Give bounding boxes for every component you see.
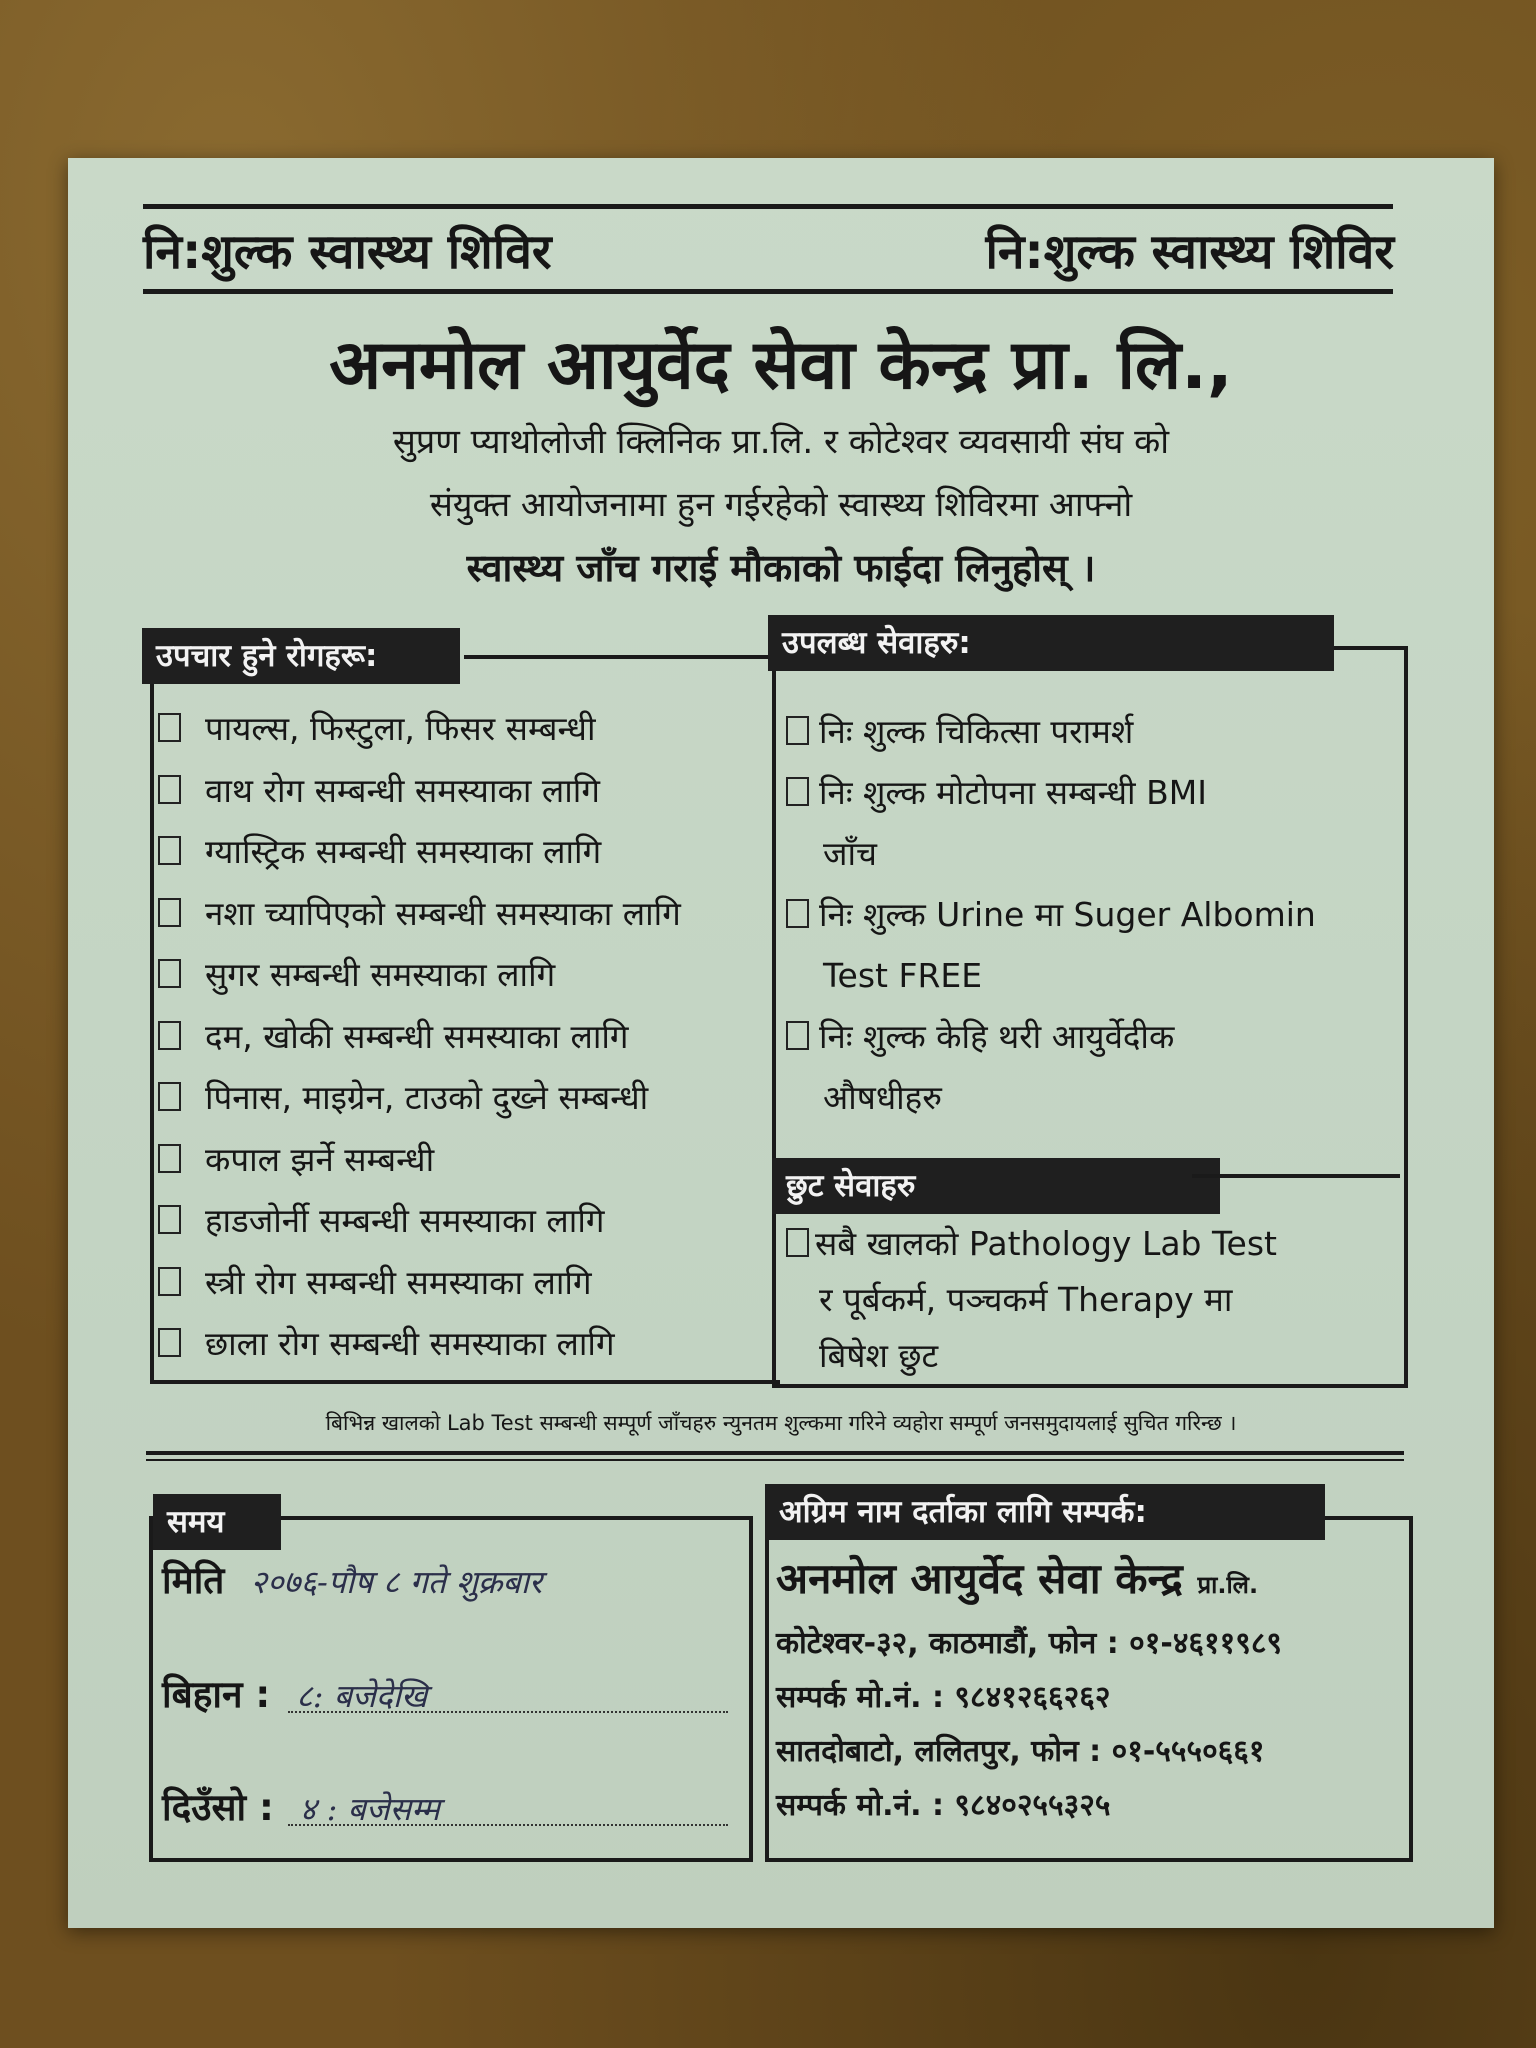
checkbox-icon [158, 898, 181, 927]
checkbox-icon [158, 713, 181, 742]
list-item: निः शुल्क Urine मा Suger Albomin Test FREE [786, 884, 1396, 1006]
list-item: छाला रोग सम्बन्धी समस्याका लागि [158, 1313, 798, 1375]
checkbox-icon [158, 1328, 181, 1357]
checkbox-icon [158, 1144, 181, 1173]
checkbox-icon [158, 836, 181, 865]
intro-line-3: स्वास्थ्य जाँच गराई मौकाको फाईदा लिनुहोस् । [466, 546, 1096, 590]
afternoon-dotted-line [288, 1824, 728, 1826]
morning-handwritten: ८: बजेदेखि [296, 1677, 428, 1715]
list-item: नशा च्यापिएको सम्बन्धी समस्याका लागि [158, 883, 798, 945]
notice-text: बिभिन्न खालको Lab Test सम्बन्धी सम्पूर्ण जाँचहरु न्युनतम शुल्कमा गरिने व्यहोरा सम्पूर्ण जनसमुदायलाई सुचित गरिन्छ । [325, 1411, 1237, 1435]
contact-address-1: कोटेश्वर-३२, काठमाडौं, फोन : ०१-४६११९८९ [776, 1626, 1283, 1661]
contact-mobile-1: सम्पर्क मो.नं. : ९८४१२६६२६२ [776, 1680, 1111, 1715]
discounts-list [786, 1216, 1396, 1384]
checkbox-icon [158, 1082, 181, 1111]
services-title: उपलब्ध सेवाहरु: [768, 615, 1334, 671]
checkbox-icon [786, 1021, 809, 1050]
afternoon-handwritten: ४ : बजेसम्म [299, 1790, 440, 1828]
list-item: ग्यास्ट्रिक सम्बन्धी समस्याका लागि [158, 821, 798, 883]
list-item: हाडजोर्नी सम्बन्धी समस्याका लागि [158, 1190, 798, 1252]
checkbox-icon [786, 777, 809, 806]
discounts-rule [1192, 1174, 1400, 1178]
afternoon-row [162, 1783, 440, 1834]
discount-line-2: र पूर्बकर्म, पञ्चकर्म Therapy मा [819, 1280, 1233, 1319]
health-camp-flyer [68, 158, 1494, 1928]
date-row [162, 1556, 542, 1607]
list-item: निः शुल्क केहि थरी आयुर्वेदीक औषधीहरु [786, 1006, 1396, 1128]
divider-rule-thin [146, 1459, 1404, 1461]
contact-address-2: सातदोबाटो, ललितपुर, फोन : ०१-५५५०६६१ [776, 1734, 1265, 1769]
discounts-title: छुट सेवाहरु [772, 1158, 1220, 1214]
camp-heading-right: नि:शुल्क स्वास्थ्य शिविर [985, 224, 1394, 280]
list-item: पायल्स, फिस्टुला, फिसर सम्बन्धी [158, 698, 798, 760]
checkbox-icon [158, 959, 181, 988]
checkbox-icon [786, 716, 809, 745]
intro-line-1: सुप्रण प्याथोलोजी क्लिनिक प्रा.लि. र कोटेश्वर व्यवसायी संघ को [392, 422, 1170, 462]
morning-label: बिहान : [162, 1673, 271, 1716]
time-title: समय [153, 1494, 281, 1550]
date-handwritten: २०७६-पौष ८ गते शुक्रबार [250, 1563, 543, 1601]
intro-line-2: संयुक्त आयोजनामा हुन गईरहेको स्वास्थ्य शिविरमा आफ्नो [429, 485, 1133, 525]
top-rule [143, 204, 1393, 209]
list-item: सुगर सम्बन्धी समस्याका लागि [158, 944, 798, 1006]
morning-row [162, 1670, 427, 1721]
header-rule [143, 289, 1393, 294]
checkbox-icon [158, 1205, 181, 1234]
checkbox-icon [158, 775, 181, 804]
list-item: स्त्री रोग सम्बन्धी समस्याका लागि [158, 1252, 798, 1314]
list-item: निः शुल्क चिकित्सा परामर्श [786, 701, 1396, 762]
contact-mobile-2: सम्पर्क मो.नं. : ९८४०२५५३२५ [776, 1788, 1111, 1823]
list-item: वाथ रोग सम्बन्धी समस्याका लागि [158, 760, 798, 822]
discount-line-3: बिषेश छुट [819, 1336, 939, 1375]
list-item: पिनास, माइग्रेन, टाउको दुख्ने सम्बन्धी [158, 1067, 798, 1129]
divider-rule [146, 1451, 1404, 1455]
diseases-title: उपचार हुने रोगहरू: [142, 628, 460, 684]
diseases-list [158, 698, 798, 1375]
list-item: कपाल झर्ने सम्बन्धी [158, 1129, 798, 1191]
morning-dotted-line [288, 1711, 728, 1713]
afternoon-label: दिउँसो : [162, 1786, 274, 1829]
checkbox-icon [786, 1228, 809, 1257]
diseases-panel-topline [464, 655, 782, 659]
checkbox-icon [786, 899, 809, 928]
checkbox-icon [158, 1267, 181, 1296]
checkbox-icon [158, 1021, 181, 1050]
contact-organization: अनमोल आयुर्वेद सेवा केन्द्र प्रा.लि. [776, 1554, 1259, 1603]
contact-title: अग्रिम नाम दर्ताका लागि सम्पर्क: [765, 1484, 1325, 1540]
list-item: सबै खालको Pathology Lab Test [786, 1216, 1396, 1272]
organization-title: अनमोल आयुर्वेद सेवा केन्द्र प्रा. लि., [329, 326, 1233, 405]
camp-heading-left: नि:शुल्क स्वास्थ्य शिविर [143, 224, 552, 280]
list-item: निः शुल्क मोटोपना सम्बन्धी BMI जाँच [786, 762, 1396, 884]
date-label: मिति [162, 1559, 225, 1602]
list-item: दम, खोकी सम्बन्धी समस्याका लागि [158, 1006, 798, 1068]
services-list [786, 701, 1396, 1128]
